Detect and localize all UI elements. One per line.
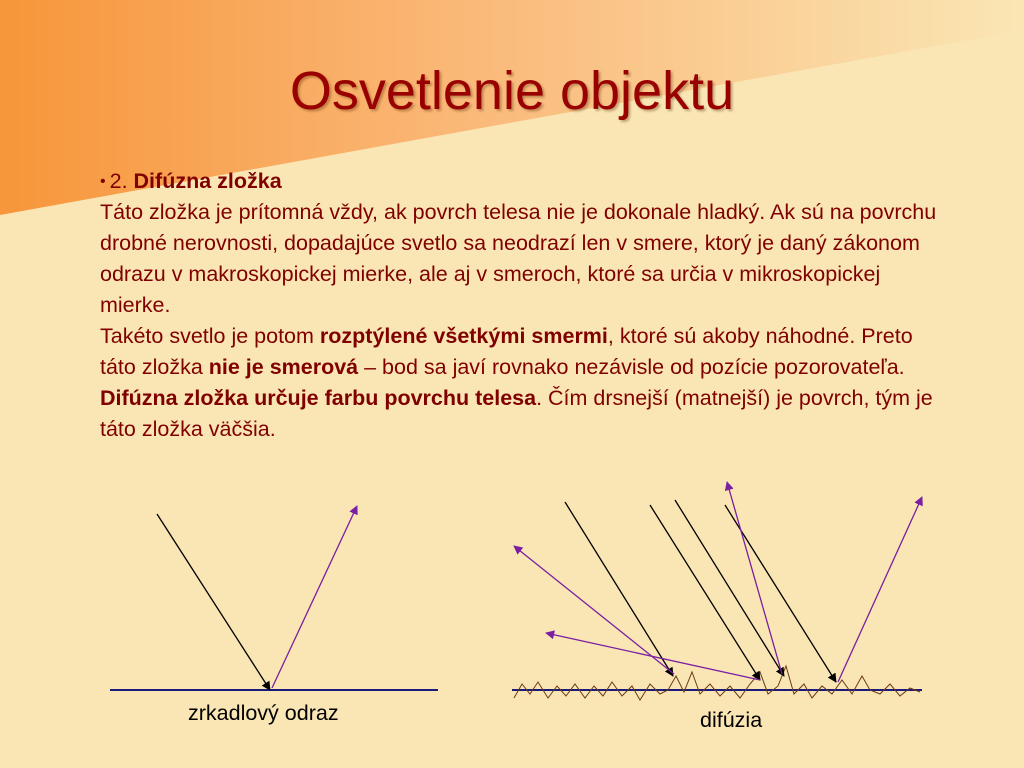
p2-bold-1: rozptýlené všetkými smermi bbox=[319, 324, 608, 348]
specular-incident-ray bbox=[157, 514, 270, 690]
bullet-dot-icon: • bbox=[100, 173, 106, 190]
diffuse-reflected-ray-1 bbox=[514, 546, 674, 674]
diffuse-incident-ray-1 bbox=[565, 502, 673, 676]
diffuse-caption: difúzia bbox=[700, 708, 763, 732]
p3-bold: Difúzna zložka určuje farbu povrchu telesa bbox=[100, 386, 537, 410]
p2-bold-2: nie je smerová bbox=[208, 355, 359, 379]
paragraph-1: Táto zložka je prítomná vždy, ak povrch telesa nie je dokonale hladký. Ak sú na povrchu drobné nerovnosti, dopadajúce svetlo sa neodrazí len v smere, ktorý je daný zákonom odrazu v makroskopickej mierke, ale aj v smeroch, ktoré sa určia v mikroskopickej mierke. bbox=[100, 200, 937, 317]
diffuse-incident-ray-3 bbox=[675, 500, 784, 676]
diffuse-reflected-ray-3 bbox=[727, 482, 782, 674]
p2-text-3: – bod sa javí rovnako nezávisle od pozície pozorovateľa. bbox=[358, 355, 905, 379]
bullet-heading: Difúzna zložka bbox=[133, 169, 282, 193]
specular-reflected-ray bbox=[272, 506, 357, 688]
slide-title: Osvetlenie objektu bbox=[289, 61, 735, 121]
bullet-number: 2. bbox=[109, 169, 128, 193]
p2-text-1: Takéto svetlo je potom bbox=[100, 324, 320, 348]
diffuse-incident-ray-2 bbox=[650, 505, 760, 680]
specular-diagram bbox=[110, 506, 438, 690]
diffuse-reflected-ray-4 bbox=[838, 497, 922, 682]
p2-text-2: , ktoré sú akoby náhodné. Preto táto zložka bbox=[100, 324, 913, 379]
diffuse-diagram bbox=[512, 482, 922, 700]
p3-text: . Čím drsnejší (matnejší) je povrch, tým je táto zložka väčšia. bbox=[100, 386, 933, 441]
specular-caption: zrkadlový odraz bbox=[188, 701, 339, 725]
diffuse-reflected-ray-2 bbox=[546, 633, 760, 680]
